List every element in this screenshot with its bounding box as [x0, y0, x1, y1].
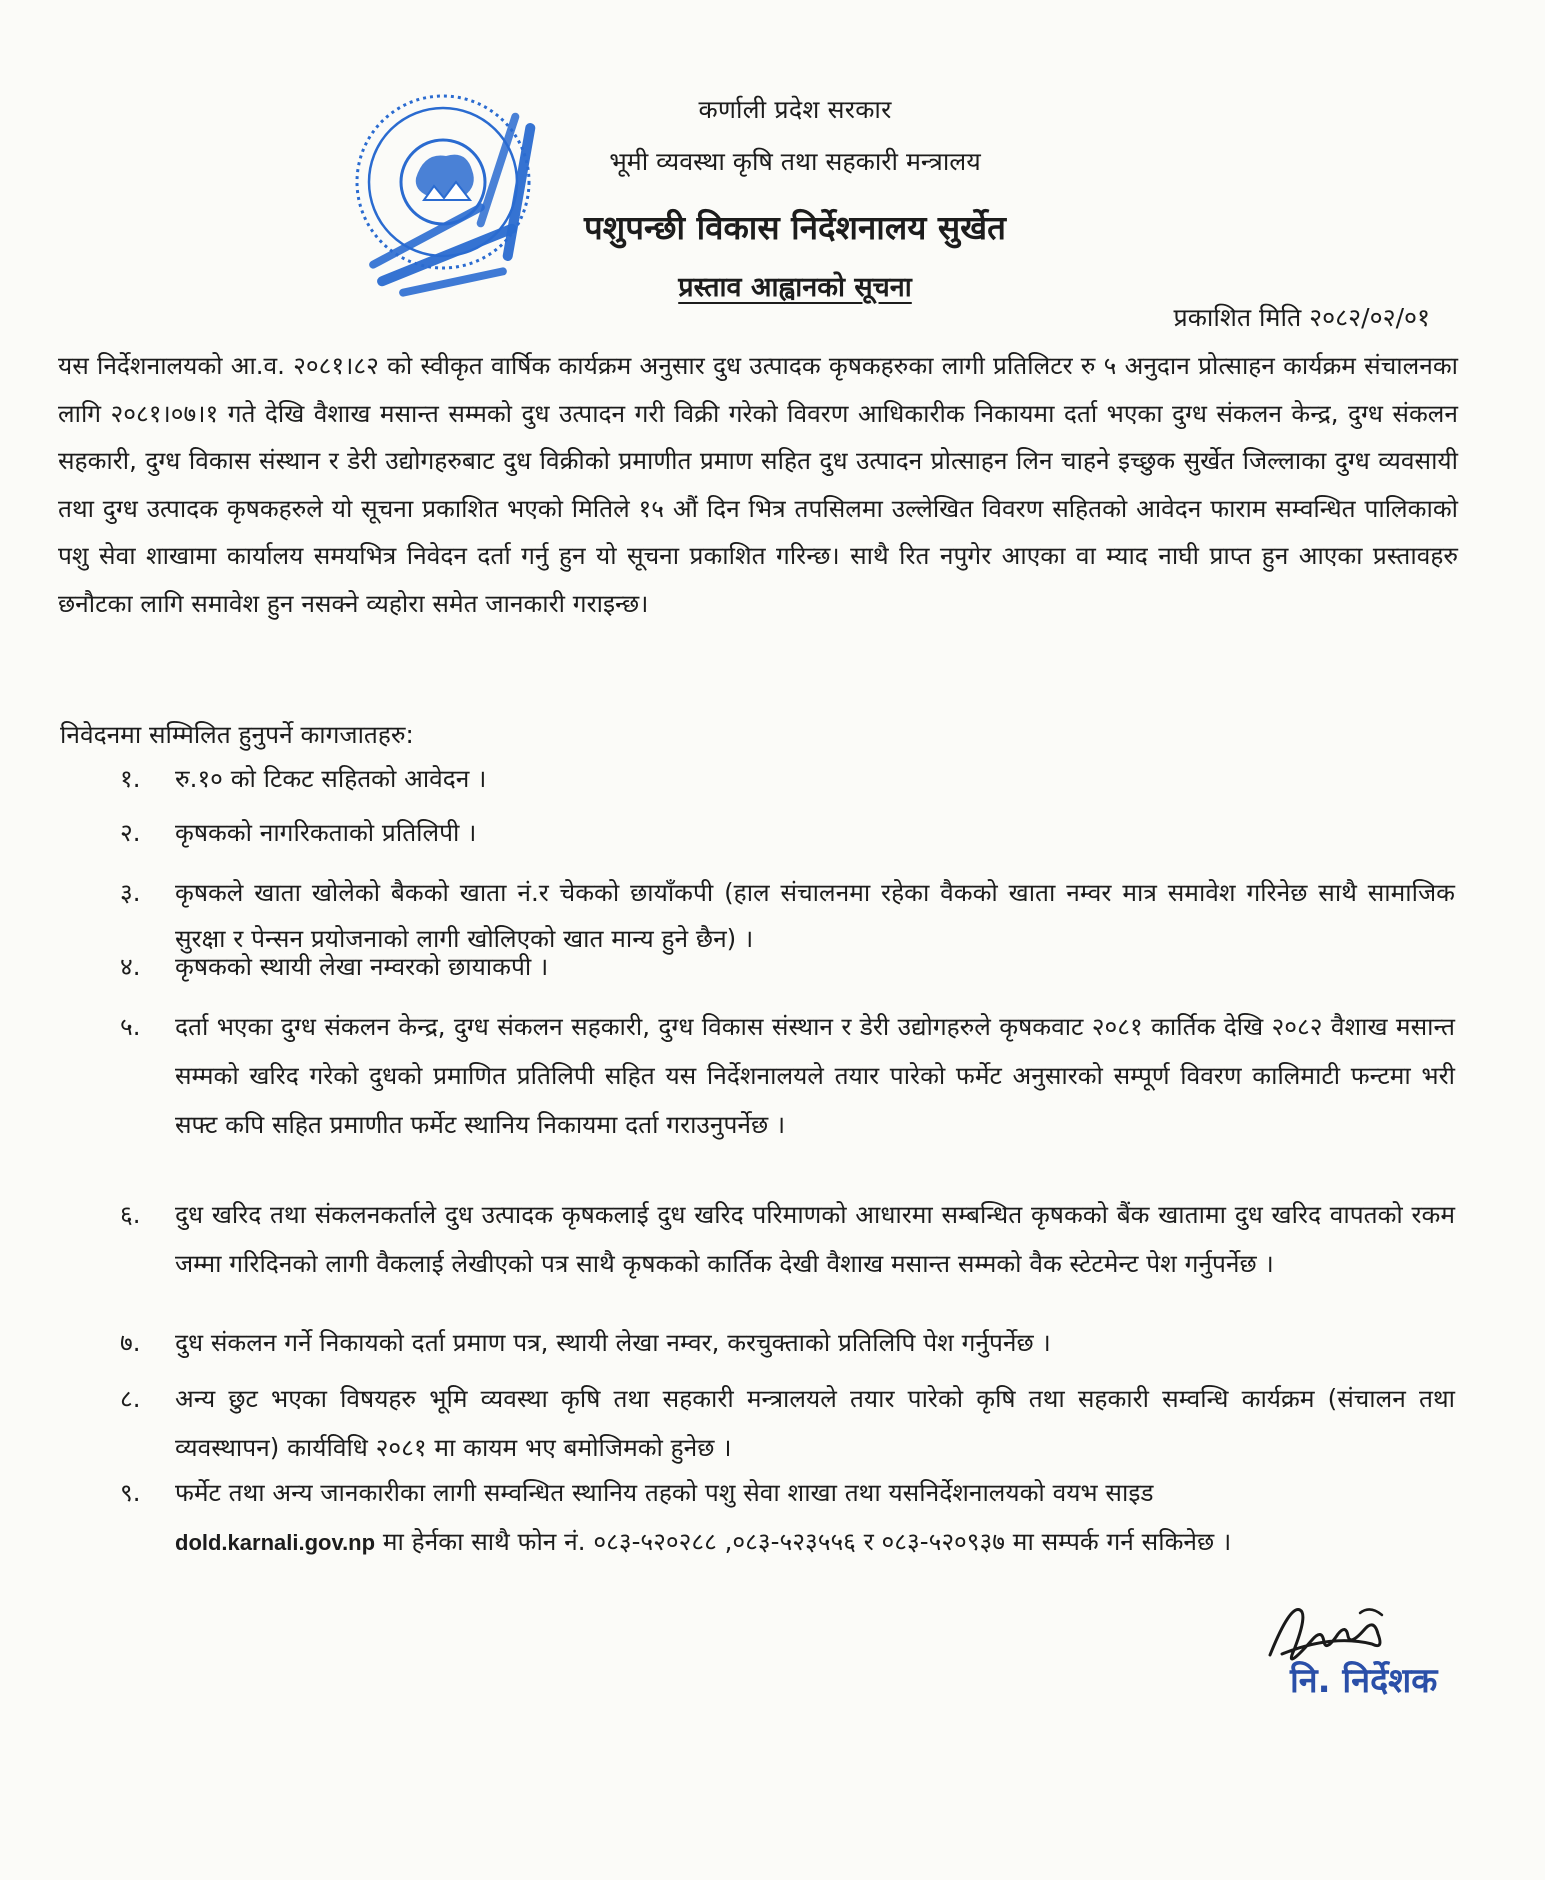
signatory-title: नि. निर्देशक [1290, 1661, 1438, 1701]
item-number: ९. [120, 1478, 141, 1507]
item-number: ५. [120, 1012, 141, 1041]
ministry-name: भूमी व्यवस्था कृषि तथा सहकारी मन्त्रालय [609, 147, 981, 176]
item-text: कृषकको स्थायी लेखा नम्वरको छायाकपी । [175, 952, 549, 981]
item-number: ४. [120, 952, 141, 981]
item-text [175, 1468, 1455, 1567]
directorate-seal-icon [332, 82, 554, 304]
item-text: रु.१० को टिकट सहितको आवेदन । [175, 764, 487, 793]
item-text: दुध खरिद तथा संकलनकर्ताले दुध उत्पादक कृषकलाई दुध खरिद परिमाणको आधारमा सम्बन्धित कृषकको बैंक खातामा दुध खरिद वापतको रकम जम्मा गरिदिनको लागी वैकलाई लेखीएको पत्र साथै कृषकको कार्तिक देखी वैशाख मसान्त सम्मको वैक स्टेटमेन्ट पेश गर्नुपर्नेछ । [175, 1200, 1455, 1278]
letterhead [535, 92, 1055, 304]
list-item [120, 1468, 1455, 1567]
government-name: कर्णाली प्रदेश सरकार [698, 95, 892, 124]
list-item [120, 870, 1455, 962]
item-text: दर्ता भएका दुग्ध संकलन केन्द्र, दुग्ध संकलन सहकारी, दुग्ध विकास संस्थान र डेरी उद्योगहरुले कृषकवाट २०८१ कार्तिक देखि २०८२ वैशाख मसान्त सम्मको खरिद गरेको दुधको प्रमाणित प्रतिलिपी सहित यस निर्देशनालयले तयार पारेको फर्मेट अनुसारको सम्पूर्ण विवरण कालिमाटी फन्टमा भरी सफ्ट कपि सहित प्रमाणीत फर्मेट स्थानिय निकायमा दर्ता गराउनुपर्नेछ । [175, 1012, 1455, 1139]
list-item [120, 1326, 1455, 1359]
intro-paragraph: यस निर्देशनालयको आ.व. २०८१।८२ को स्वीकृत वार्षिक कार्यक्रम अनुसार दुध उत्पादक कृषकहरुका लागी प्रतिलिटर रु ५ अनुदान प्रोत्साहन कार्यक्रम संचालनका लागि २०८१।०७।१ गते देखि वैशाख मसान्त सम्मको दुध उत्पादन गरी विक्री गरेको विवरण आधिकारीक निकायमा दर्ता भएका दुग्ध संकलन केन्द्र, दुग्ध संकलन सहकारी, दुग्ध विकास संस्थान र डेरी उद्योगहरुबाट दुध विक्रीको प्रमाणीत प्रमाण सहित दुध उत्पादन प्रोत्साहन लिन चाहने इच्छुक सुर्खेत जिल्लाका दुग्ध व्यवसायी तथा दुग्ध उत्पादक कृषकहरुले यो सूचना प्रकाशित भएको मितिले १५ औं दिन भित्र तपसिलमा उल्लेखित विवरण सहितको आवेदन फाराम सम्वन्धित पालिकाको पशु सेवा शाखामा कार्यालय समयभित्र निवेदन दर्ता गर्नु हुन यो सूचना प्रकाशित गरिन्छ। साथै रित नपुगेर आएका वा म्याद नाघी प्राप्त हुन आएका प्रस्तावहरु छनौटका लागि समावेश हुन नसक्ने व्यहोरा समेत जानकारी गराइन्छ। [58, 351, 1458, 618]
item-number: ३. [120, 878, 141, 907]
item-number: ६. [120, 1200, 141, 1229]
item-number: १. [120, 764, 141, 793]
directorate-name: पशुपन्छी विकास निर्देशनालय सुर्खेत [584, 208, 1006, 247]
list-item [120, 1190, 1455, 1288]
item-text: अन्य छुट भएका विषयहरु भूमि व्यवस्था कृषि तथा सहकारी मन्त्रालयले तयार पारेको कृषि तथा सहकारी सम्वन्धि कार्यक्रम (संचालन तथा व्यवस्थापन) कार्यविधि २०८१ मा कायम भए बमोजिमको हुनेछ । [175, 1384, 1455, 1462]
item-number: ८. [120, 1384, 141, 1413]
item-text: कृषकको नागरिकताको प्रतिलिपी । [175, 818, 477, 847]
item-text: दुध संकलन गर्ने निकायको दर्ता प्रमाण पत्र, स्थायी लेखा नम्वर, करचुक्ताको प्रतिलिपि पेश गर्नुपर्नेछ । [175, 1328, 1051, 1357]
website-link[interactable]: dold.karnali.gov.np [175, 1530, 376, 1555]
contact-text-after: मा हेर्नका साथै फोन नं. ०८३-५२०२८८ ,०८३-५२३५५६ र ०८३-५२०९३७ मा सम्पर्क गर्न सकिनेछ । [382, 1527, 1232, 1556]
item-text: कृषकले खाता खोलेको बैकको खाता नं.र चेकको छायाँकपी (हाल संचालनमा रहेका वैकको खाता नम्वर मात्र समावेश गरिनेछ साथै सामाजिक सुरक्षा र पेन्सन प्रयोजनाको लागी खोलिएको खात मान्य हुने छैन) । [175, 878, 1455, 953]
documents-heading: निवेदनमा सम्मिलित हुनुपर्ने कागजातहरु: [60, 720, 414, 749]
item-number: २. [120, 818, 141, 847]
list-item [120, 816, 1455, 849]
contact-text-before: फर्मेट तथा अन्य जानकारीका लागी सम्वन्धित स्थानिय तहको पशु सेवा शाखा तथा यसनिर्देशनालयको वयभ साइड [175, 1478, 1154, 1507]
list-item [120, 762, 1455, 795]
list-item [120, 1374, 1455, 1472]
list-item [120, 1002, 1455, 1149]
list-item [120, 950, 1455, 983]
notice-title: प्रस्ताव आह्वानको सूचना [678, 272, 912, 303]
item-number: ७. [120, 1328, 141, 1357]
published-date: प्रकाशित मिति २०८२/०२/०१ [1173, 303, 1430, 332]
